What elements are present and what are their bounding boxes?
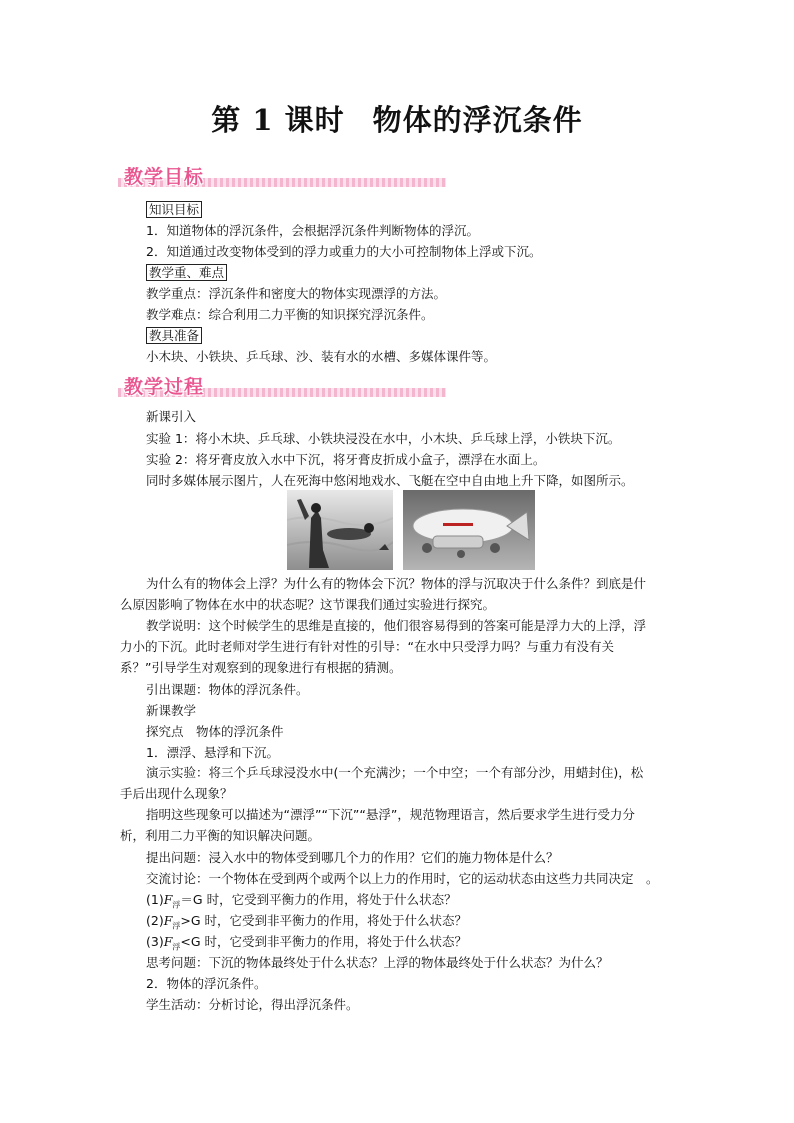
- objective-2: 2．知道通过改变物体受到的浮力或重力的大小可控制物体上浮或下沉。: [146, 244, 542, 259]
- question-paragraph: 为什么有的物体会上浮？为什么有的物体会下沉？物体的浮与沉取决于什么条件？到底是什么原因影响了物体在水中的状态呢？这节课我们通过实验进行探究。: [120, 576, 647, 612]
- page-title: [0, 98, 794, 139]
- student-activity: 学生活动：分析讨论，得出浮沉条件。: [146, 997, 359, 1012]
- condition-1: $(1)F_浮=G$ 时，它受到平衡力的作用，将处于什么状态？: [146, 892, 457, 910]
- label-knowledge: 知识目标: [146, 201, 202, 218]
- difficulty: 教学难点：综合利用二力平衡的知识探究浮沉条件。: [146, 307, 434, 322]
- lesson-number: 第 1 课时: [211, 103, 345, 137]
- demo-paragraph: 演示实验：将三个乒乓球浸没水中(一个充满沙；一个中空；一个有部分沙，用蜡封住)，松手后出现什么现象？: [120, 765, 644, 801]
- question: 提出问题：浸入水中的物体受到哪几个力的作用？它们的施力物体是什么？: [146, 850, 559, 865]
- point-paragraph: 指明这些现象可以描述为“漂浮”“下沉”“悬浮”，规范物理语言，然后要求学生进行受力分析，利用二力平衡的知识解决问题。: [120, 807, 635, 843]
- prep-materials: 小木块、小铁块、乒乓球、沙、装有水的水槽、多媒体课件等。: [146, 349, 497, 364]
- new-lesson-label: 新课教学: [146, 703, 197, 718]
- label-key-points: 教学重、难点: [146, 264, 227, 281]
- objective-1: 1．知道物体的浮沉条件，会根据浮沉条件判断物体的浮沉。: [146, 223, 479, 238]
- discussion: 交流讨论：一个物体在受到两个或两个以上力的作用时，它的运动状态由这些力共同决定 。: [146, 871, 659, 886]
- label-prep: 教具准备: [146, 327, 202, 344]
- lead-topic: 引出课题：物体的浮沉条件。: [146, 682, 309, 697]
- key-point: 教学重点：浮沉条件和密度大的物体实现漂浮的方法。: [146, 286, 447, 301]
- lesson-topic: 物体的浮沉条件: [372, 103, 583, 137]
- item-2: 2．物体的浮沉条件。: [146, 976, 267, 991]
- media-text: 同时多媒体展示图片，人在死海中悠闲地戏水、飞艇在空中自由地上升下降，如图所示。: [146, 473, 634, 488]
- experiment-1: 实验 1：将小木块、乒乓球、小铁块浸没在水中，小木块、乒乓球上浮，小铁块下沉。: [146, 431, 621, 446]
- airship-photo: [403, 490, 535, 570]
- note-paragraph: 教学说明：这个时候学生的思维是直接的，他们很容易得到的答案可能是浮力大的上浮，浮力小的下沉。此时老师对学生进行有针对性的引导：“在水中只受浮力吗？与重力有没有关系？”引导学生对观察到的现象进行有根据的猜测。: [120, 618, 647, 675]
- section-heading: 教学过程: [124, 376, 205, 398]
- experiment-2: 实验 2：将牙膏皮放入水中下沉，将牙膏皮折成小盒子，漂浮在水面上。: [146, 452, 546, 467]
- think-question: 思考问题：下沉的物体最终处于什么状态？上浮的物体最终处于什么状态？为什么？: [146, 955, 609, 970]
- section-heading: 教学目标: [124, 166, 205, 188]
- explore-point: 探究点 物体的浮沉条件: [146, 724, 284, 739]
- condition-3: $(3)F_浮<G$ 时，它受到非平衡力的作用，将处于什么状态？: [146, 934, 468, 952]
- section-banner-objectives: [118, 163, 446, 189]
- intro-label: 新课引入: [146, 409, 197, 424]
- item-1: 1．漂浮、悬浮和下沉。: [146, 745, 279, 760]
- dead-sea-photo: [287, 490, 393, 570]
- section-banner-process: [118, 373, 446, 399]
- condition-2: $(2)F_浮>G$ 时，它受到非平衡力的作用，将处于什么状态？: [146, 913, 468, 931]
